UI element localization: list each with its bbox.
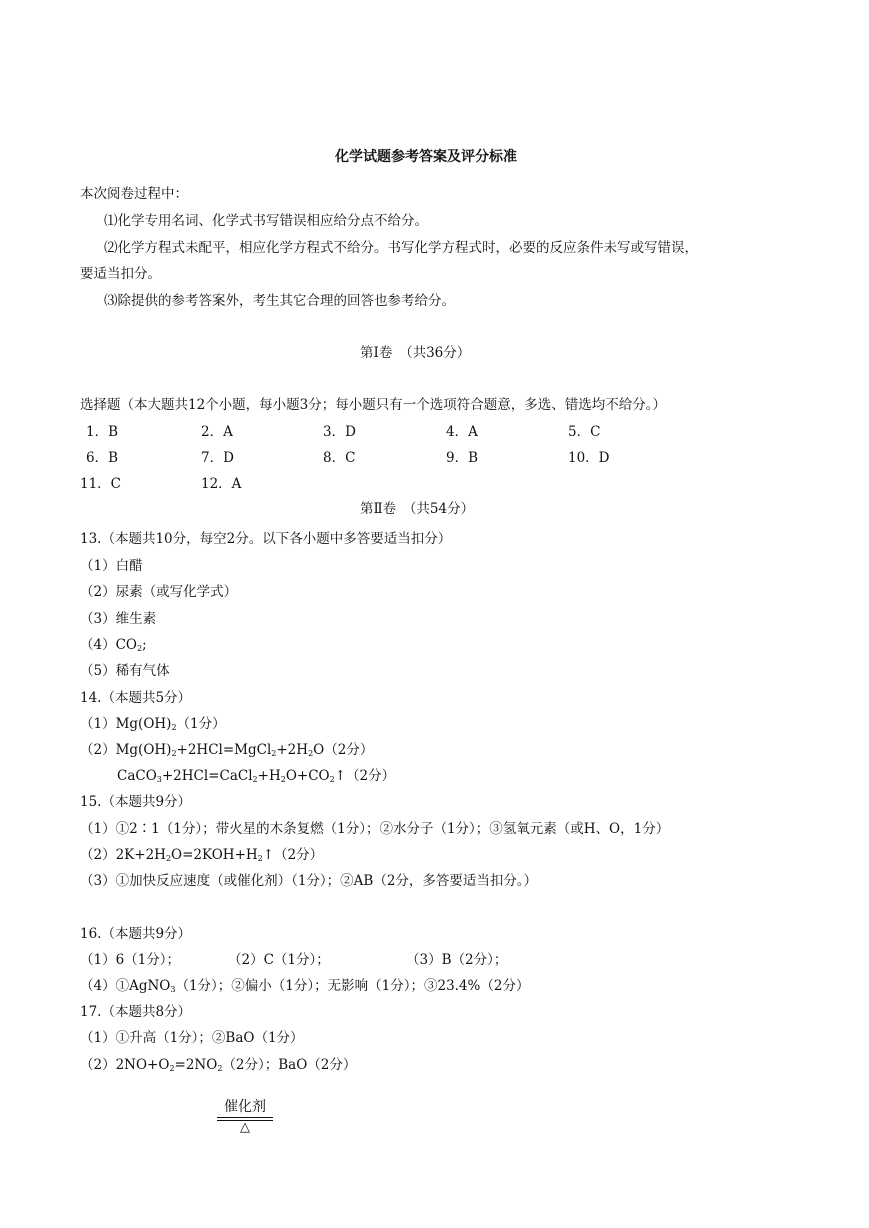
q13-answer-2: （2）尿素（或写化学式） [80,584,238,600]
q16-answer-4: （4）①AgNO$_3$（1分）；②偏小（1分）；无影响（1分）；③23.4%（2分） [80,978,530,994]
q15-answer-1: （1）①2∶1（1分）；带火星的木条复燃（1分）；②水分子（1分）；③氢氧元素（或H、O，1分） [80,821,670,837]
q16-answer-1: （1）6（1分）； [80,952,181,968]
choice-answer: 11．C [80,476,122,492]
choice-answer: 9．B [446,450,479,466]
choice-description: 选择题（本大题共12个小题，每小题3分；每小题只有一个选项符合题意，多选、错选均不给分。） [80,397,667,413]
choice-answer: 10．D [568,450,610,466]
intro-text: 本次阅卷过程中： [80,186,188,202]
q13-answer-1: （1）白醋 [80,558,143,574]
catalyst-condition-mark [217,1098,273,1135]
q14-answer-1: $(1)Mg(OH)_2(1$分） [80,716,226,732]
choice-answer: 2．A [201,424,233,440]
q15-answer-2: $(2)2K+2H_2O=2KOH+H_2↑(2$分） [80,847,324,863]
q15-heading: 15.（本题共9分） [80,794,192,810]
q16-heading: 16.（本题共9分） [80,926,192,942]
page-title: 化学试题参考答案及评分标准 [335,149,517,165]
q14-answer-2: $(2)Mg(OH)_2+2HCl=MgCl_2+2H_2O(2$分） [80,742,374,758]
choice-answer: 1．B [86,424,119,440]
choice-answer: 12．A [201,476,242,492]
catalyst-label: 催化剂 [224,1099,266,1115]
part1-heading: 第Ⅰ卷 （共36分） [360,345,471,361]
choice-answer: 7．D [201,450,234,466]
choice-answer: 3．D [323,424,356,440]
q17-answer-2: $(2)2NO+O_2=2NO_2(2$分）；BaO（2分） [80,1057,357,1073]
q14-answer-2-equation-2: $CaCO_3+2HCl=CaCl_2+H_2O+CO_2↑(2$分） [117,768,396,784]
rule-3: ⑶除提供的参考答案外，考生其它合理的回答也参考给分。 [104,293,455,309]
choice-answer: 6．B [86,450,119,466]
q13-heading: 13.（本题共10分，每空2分。以下各小题中多答要适当扣分） [80,531,452,547]
choice-answer: 8．C [323,450,356,466]
part2-heading: 第Ⅱ卷 （共54分） [360,501,475,517]
q14-heading: 14.（本题共5分） [80,690,192,706]
q15-answer-3: （3）①加快反应速度（或催化剂）（1分）；②AB（2分，多答要适当扣分。） [80,873,538,889]
q13-answer-3: （3）维生素 [80,611,157,627]
q16-answer-2: （2）C（1分）； [228,952,330,968]
choice-answer: 5．C [568,424,601,440]
q13-answer-5: （5）稀有气体 [80,663,170,679]
rule-1: ⑴化学专用名词、化学式书写错误相应给分点不给分。 [104,213,428,229]
q17-answer-1: （1）①升高（1分）；②BaO（1分） [80,1030,304,1046]
choice-answer: 4．A [446,424,478,440]
rule-2: ⑵化学方程式未配平，相应化学方程式不给分。书写化学方程式时，必要的反应条件未写或写错误， [104,240,698,256]
heating-triangle: △ [240,1120,250,1135]
q17-heading: 17.（本题共8分） [80,1004,192,1020]
q13-answer-4: $(4)CO_2$; [80,637,147,653]
rule-2-continued: 要适当扣分。 [80,266,161,282]
q16-answer-3: （3）B（2分）； [406,952,508,968]
